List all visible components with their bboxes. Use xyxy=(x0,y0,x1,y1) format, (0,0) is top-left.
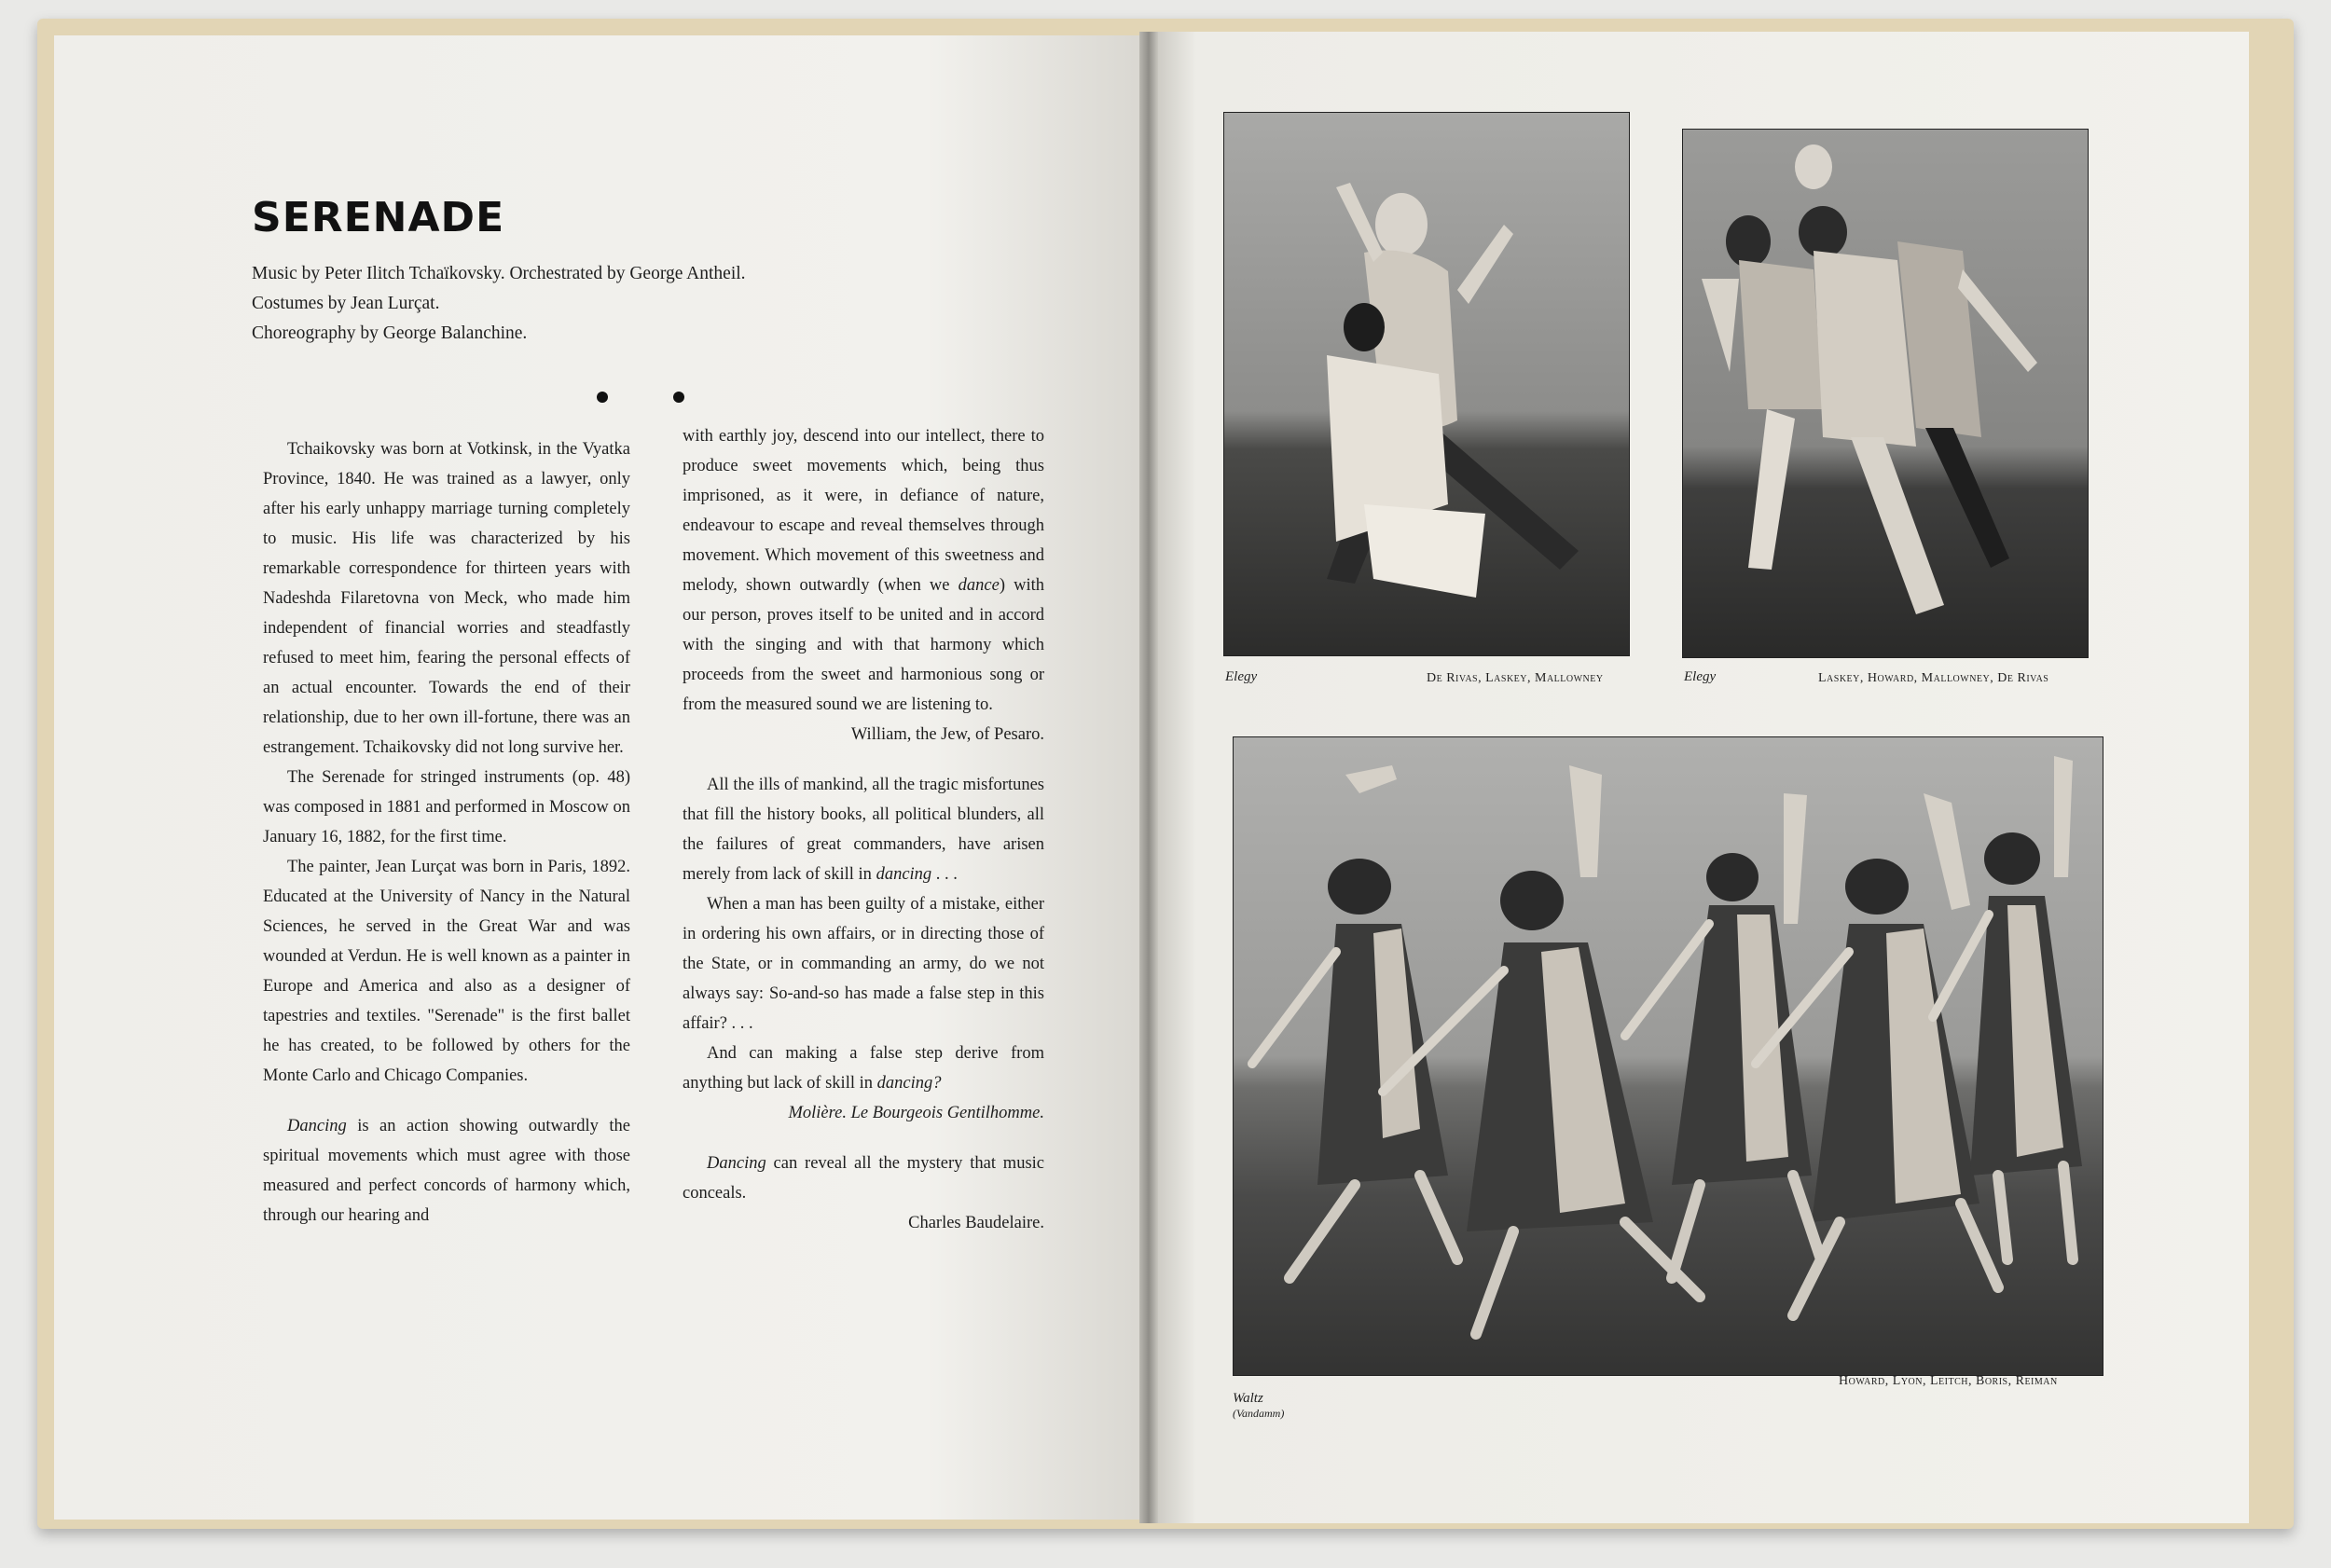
paragraph-mystery: Dancing can reveal all the mystery that music conceals. xyxy=(683,1154,1044,1203)
credits xyxy=(252,259,746,349)
text-column-right xyxy=(683,421,1044,1238)
caption-waltz: Waltz (Vandamm) xyxy=(1233,1391,1285,1420)
emphasis: Dancing xyxy=(287,1117,347,1135)
credit-costumes: Costumes by Jean Lurçat. xyxy=(252,294,440,313)
text-column-left xyxy=(263,434,630,1231)
attribution-moliere: Molière. Le Bourgeois Gentilhomme. xyxy=(788,1104,1044,1122)
paragraph-dancing-quote-start: Dancing is an action showing outwardly the spiritual movements which must agree with those measured and perfect concords of harmony which, through our hearing and xyxy=(263,1117,630,1225)
bullet-icon xyxy=(597,392,608,403)
paragraph-ills-of-mankind: All the ills of mankind, all the tragic misfortunes that fill the history books, all political blunders, all the failures of great commanders, have arisen merely from lack of skill in dancing . . . xyxy=(683,776,1044,884)
photo-elegy-2 xyxy=(1682,129,2089,658)
book-gutter xyxy=(1139,32,1158,1523)
paragraph-tchaikovsky-bio: Tchaikovsky was born at Votkinsk, in the Vyatka Province, 1840. He was trained as a lawyer, only after his early unhappy marriage turning completely to music. His life was characterized by his remarkable correspondence for thirteen years with Nadeshda Filaretovna von Meck, who made him independent of financial worries and steadfastly refused to meet him, fearing the personal effects of an actual encounter. Towards the end of their relationship, due to her own ill-fortune, there was an estrangement. Tchaikovsky did not long survive her. xyxy=(263,440,630,757)
paragraph-lurcat-bio: The painter, Jean Lurçat was born in Paris, 1892. Educated at the University of Nancy in the Natural Sciences, he served in the Great War and was wounded at Verdun. He is well known as a painter in Europe and America and also as a designer of tapestries and textiles. "Serenade" is the first ballet he has created, to be followed by others for the Monte Carlo and Chicago Companies. xyxy=(263,858,630,1085)
dancers-elegy-1: De Rivas, Laskey, Mallowney xyxy=(1427,671,1604,685)
attribution-pesaro: William, the Jew, of Pesaro. xyxy=(850,725,1044,744)
dancers-waltz: Howard, Lyon, Leitch, Boris, Reiman xyxy=(1839,1374,2058,1388)
caption-elegy-1: Elegy xyxy=(1225,669,1258,684)
paragraph-lack-of-skill: And can making a false step derive from anything but lack of skill in dancing? xyxy=(683,1044,1044,1093)
credit-choreography: Choreography by George Balanchine. xyxy=(252,323,528,343)
caption-elegy-2: Elegy xyxy=(1684,669,1717,684)
paragraph-serenade-history: The Serenade for stringed instruments (op. 48) was composed in 1881 and performed in Moscow on January 16, 1882, for the first time. xyxy=(263,768,630,846)
dancers-elegy-2: Laskey, Howard, Mallowney, De Rivas xyxy=(1818,671,2049,685)
photo-waltz xyxy=(1233,736,2103,1376)
section-divider xyxy=(597,384,750,408)
bullet-icon xyxy=(673,392,684,403)
photo-elegy-1 xyxy=(1223,112,1630,656)
paragraph-false-step: When a man has been guilty of a mistake, either in ordering his own affairs, or in directing those of the State, or in commanding an army, do we not always say: So-and-so has made a false step in this affair? . . . xyxy=(683,895,1044,1033)
photo-credit: (Vandamm) xyxy=(1233,1407,1285,1420)
credit-music: Music by Peter Ilitch Tchaïkovsky. Orchestrated by George Antheil. xyxy=(252,264,746,283)
attribution-baudelaire: Charles Baudelaire. xyxy=(908,1214,1044,1232)
page-title: SERENADE xyxy=(252,194,505,241)
paragraph-dancing-quote-end: with earthly joy, descend into our intellect, there to produce sweet movements which, being thus imprisoned, as it were, in defiance of nature, endeavour to escape and reveal themselves through movement. Which movement of this sweetness and melody, shown outwardly (when we dance) with our person, proves itself to be united and in accord with the singing and with that harmony which proceeds from the sweet and harmonious song or from the measured sound we are listening to. xyxy=(683,427,1044,714)
